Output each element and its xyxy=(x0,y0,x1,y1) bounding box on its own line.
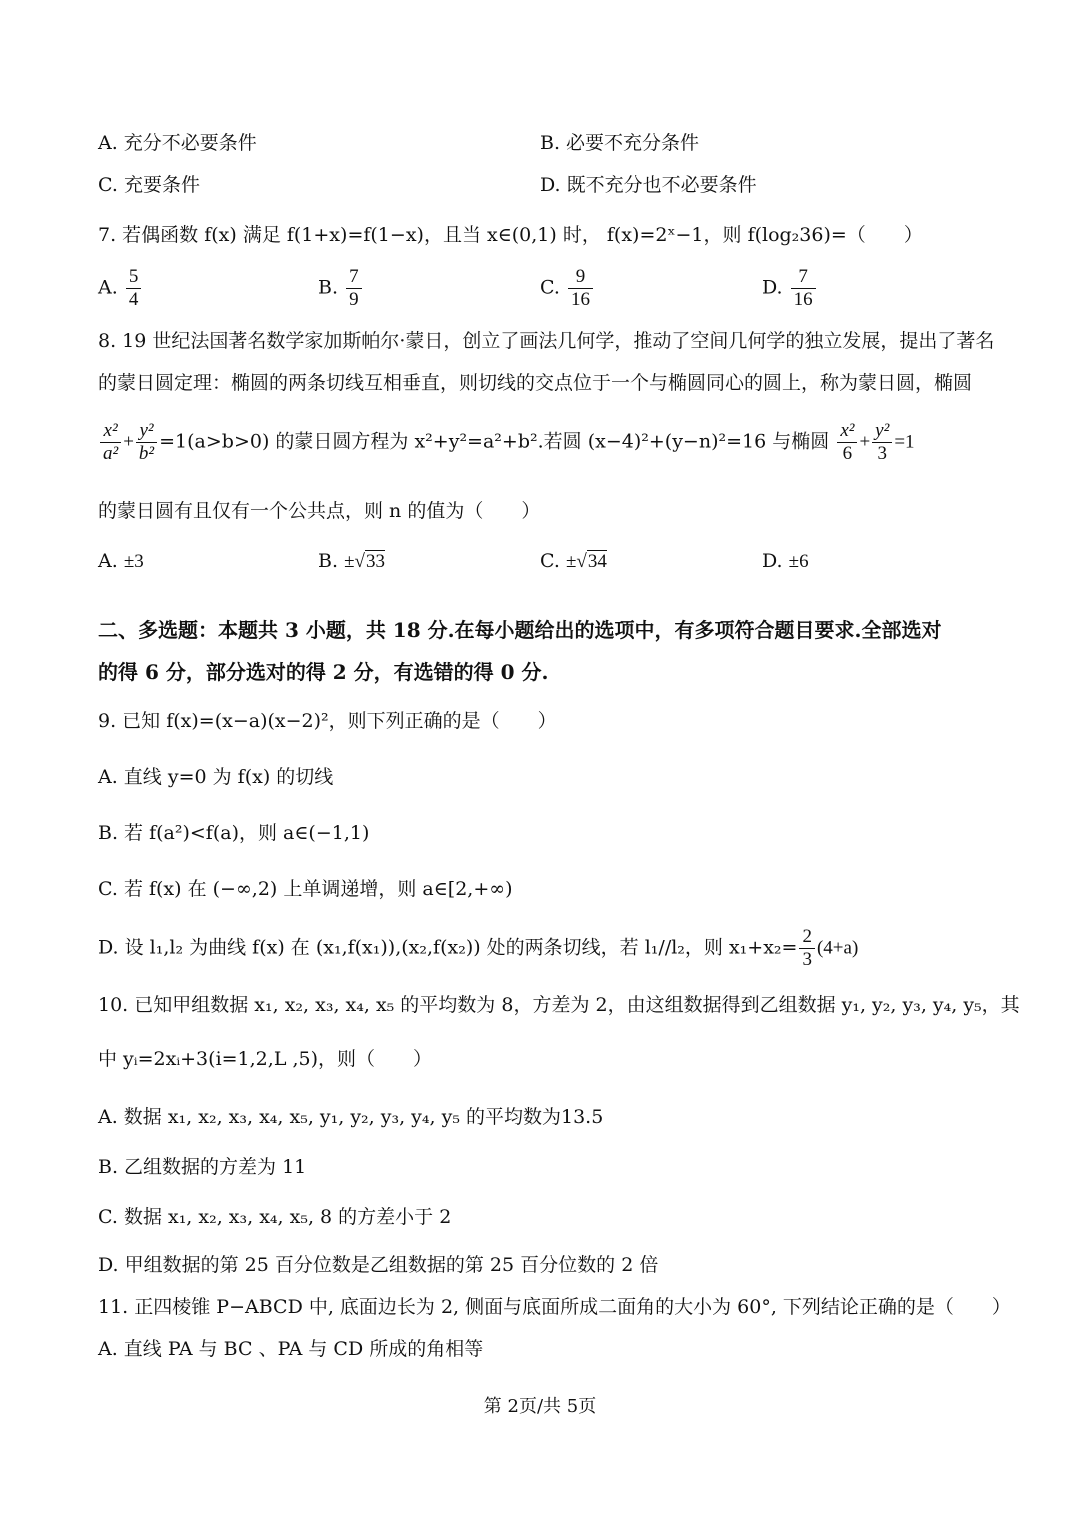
q10-option-b: B. 乙组数据的方差为 11 xyxy=(98,1156,307,1178)
q7-option-b: B. $\frac{7}{9}$ xyxy=(318,266,364,311)
q7-option-a: A. $\frac{5}{4}$ xyxy=(98,266,143,311)
q6-option-d: D. 既不充分也不必要条件 xyxy=(540,174,757,196)
q8-option-a: A. ±3 xyxy=(98,550,144,572)
section2-heading-line-1: 二、多选题：本题共 3 小题，共 18 分.在每小题给出的选项中，有多项符合题目要求.全部选对 xyxy=(98,618,942,642)
q8-line-2: 的蒙日圆定理：椭圆的两条切线互相垂直，则切线的交点位于一个与椭圆同心的圆上，称为蒙日圆，椭圆 xyxy=(98,372,973,394)
q10-option-d: D. 甲组数据的第 25 百分位数是乙组数据的第 25 百分位数的 2 倍 xyxy=(98,1254,659,1276)
page-footer: 第 2页/共 5页 xyxy=(483,1396,597,1417)
q9-option-d: D. 设 l₁,l₂ 为曲线 f(x) 在 (x₁,f(x₁)),(x₂,f(x₂)) 处的两条切线，若 l₁//l₂，则 x₁+x₂= $\frac{2}{3}$ (4+a) xyxy=(98,926,859,970)
q10-option-c: C. 数据 x₁, x₂, x₃, x₄, x₅, 8 的方差小于 2 xyxy=(98,1206,452,1228)
q7-option-d: D. $\frac{7}{16}$ xyxy=(762,266,818,311)
q8-option-d: D. ±6 xyxy=(762,550,809,572)
q8-option-c: C. ±√34 xyxy=(540,550,607,572)
q7-option-c: C. $\frac{9}{16}$ xyxy=(540,266,595,311)
q7-stem: 7. 若偶函数 f(x) 满足 f(1+x)=f(1−x)，且当 x∈(0,1) 时， f(x)=2ˣ−1，则 f(log₂36)=（ ） xyxy=(98,224,923,246)
q9-option-c: C. 若 f(x) 在 (−∞,2) 上单调递增，则 a∈[2,+∞) xyxy=(98,878,513,900)
q9-option-a: A. 直线 y=0 为 f(x) 的切线 xyxy=(98,766,334,788)
q9-option-b: B. 若 f(a²)<f(a)，则 a∈(−1,1) xyxy=(98,822,370,844)
q10-line-2: 中 yᵢ=2xᵢ+3(i=1,2,L ,5)，则（ ） xyxy=(98,1048,433,1070)
q6-option-a: A. 充分不必要条件 xyxy=(98,132,257,154)
q6-option-b: B. 必要不充分条件 xyxy=(540,132,700,154)
q6-option-c: C. 充要条件 xyxy=(98,174,200,196)
section2-heading-line-2: 的得 6 分，部分选对的得 2 分，有选错的得 0 分. xyxy=(98,660,549,684)
q8-option-b: B. ±√33 xyxy=(318,550,385,572)
q8-line-1: 8. 19 世纪法国著名数学家加斯帕尔·蒙日，创立了画法几何学，推动了空间几何学的独立发展，提出了著名 xyxy=(98,330,995,352)
q8-line-4: 的蒙日圆有且仅有一个公共点，则 n 的值为（ ） xyxy=(98,500,541,522)
q10-line-1: 10. 已知甲组数据 x₁, x₂, x₃, x₄, x₅ 的平均数为 8，方差为 2，由这组数据得到乙组数据 y₁, y₂, y₃, y₄, y₅，其 xyxy=(98,994,1020,1016)
q9-stem: 9. 已知 f(x)=(x−a)(x−2)²，则下列正确的是（ ） xyxy=(98,710,557,732)
q11-stem: 11. 正四棱锥 P−ABCD 中, 底面边长为 2, 侧面与底面所成二面角的大小为 60°, 下列结论正确的是（ ） xyxy=(98,1296,1011,1318)
q10-option-a: A. 数据 x₁, x₂, x₃, x₄, x₅, y₁, y₂, y₃, y₄, y₅ 的平均数为13.5 xyxy=(98,1106,604,1128)
q11-option-a: A. 直线 PA 与 BC 、PA 与 CD 所成的角相等 xyxy=(98,1338,484,1360)
q8-line-3: $\frac{\text{x²}}{\text{a²}}$ + $\frac{\text{y²}}{\text{b²}}$ =1(a>b>0) 的蒙日圆方程为 x²+y²=a²+b².若圆 (x−4)²+(y−n)²=16 与椭圆 $\frac{\text{x²}}{6}$ + $\frac{\text{y²}}{3}$ =1 xyxy=(98,420,915,465)
